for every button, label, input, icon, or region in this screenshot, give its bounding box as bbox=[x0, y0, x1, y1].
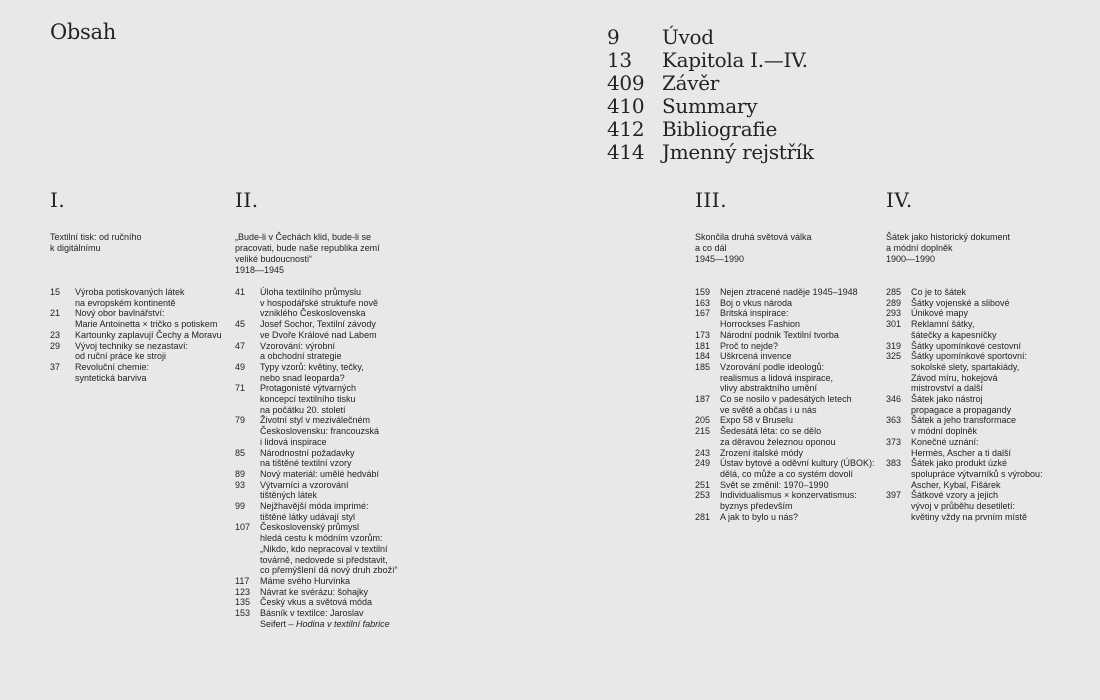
chapter-heading bbox=[235, 232, 395, 287]
entry-title-line: Návrat ke svérázu: šohajky bbox=[260, 586, 369, 597]
entry-title bbox=[75, 287, 240, 308]
toc-page-number: 412 bbox=[607, 117, 645, 141]
entry-page-number: 253 bbox=[695, 490, 711, 501]
entry-title-line: Revoluční chemie: bbox=[75, 361, 150, 372]
toc-entry[interactable] bbox=[235, 501, 425, 522]
chapter-numeral: IV. bbox=[886, 188, 913, 212]
entry-title bbox=[260, 383, 425, 415]
entry-title-line: Šedesátá léta: co se dělo bbox=[720, 426, 822, 437]
entry-title-line: Československý průmysl bbox=[260, 522, 360, 533]
entry-title bbox=[911, 490, 1076, 522]
entry-page-number: 45 bbox=[235, 319, 246, 330]
toc-entry[interactable] bbox=[695, 351, 885, 362]
entry-title bbox=[911, 341, 1076, 352]
toc-entry[interactable] bbox=[235, 480, 425, 501]
entry-title-line: tištěných látek bbox=[260, 490, 318, 501]
entry-page-number: 117 bbox=[235, 575, 250, 586]
entry-title-line: Kartounky zaplavují Čechy a Moravu bbox=[75, 329, 222, 340]
entry-title bbox=[260, 480, 425, 501]
entry-title-line: v hospodářské struktuře nově bbox=[260, 297, 379, 308]
entry-title-line: na počátku 20. století bbox=[260, 404, 346, 415]
entry-page-number: 363 bbox=[886, 415, 902, 426]
toc-title: Jmenný rejstřík bbox=[662, 140, 814, 164]
entry-title-line: Ascher, Kybal, Fišárek bbox=[911, 479, 1001, 490]
entry-title-line: realismus a lidová inspirace, bbox=[720, 372, 834, 383]
entry-title-line: Zrození italské módy bbox=[720, 447, 804, 458]
entry-title-line: Šátky upomínkové cestovní bbox=[911, 340, 1022, 351]
toc-entry[interactable] bbox=[235, 415, 425, 447]
toc-entry[interactable] bbox=[695, 362, 885, 394]
toc-entry[interactable] bbox=[695, 298, 885, 309]
entry-title bbox=[75, 362, 240, 383]
entry-title bbox=[260, 608, 425, 629]
entry-title bbox=[720, 480, 885, 491]
entry-page-number: 346 bbox=[886, 394, 902, 405]
toc-entry[interactable] bbox=[235, 448, 425, 469]
entry-title bbox=[911, 458, 1076, 490]
entry-page-number: 159 bbox=[695, 287, 711, 297]
entry-title-line: propagace a propagandy bbox=[911, 404, 1012, 415]
entry-title bbox=[720, 394, 885, 415]
entry-title-line: Šátky vojenské a slibové bbox=[911, 297, 1010, 308]
entry-title-line: Šátek a jeho transformace bbox=[911, 415, 1017, 426]
toc-entry[interactable] bbox=[695, 394, 885, 415]
entry-title-line: v módní doplněk bbox=[911, 426, 978, 437]
entry-title bbox=[260, 522, 425, 576]
toc-entry[interactable] bbox=[886, 298, 1076, 309]
chapter-heading bbox=[50, 232, 210, 287]
entry-page-number: 93 bbox=[235, 479, 246, 490]
toc-page-number: 414 bbox=[607, 140, 645, 164]
entry-title-line: Nejen ztracené naděje 1945–1948 bbox=[720, 287, 858, 297]
toc-title: Úvod bbox=[662, 25, 714, 49]
toc-page-number: 410 bbox=[607, 94, 645, 118]
toc-entry[interactable] bbox=[695, 480, 885, 491]
toc-entry[interactable] bbox=[695, 512, 885, 523]
chapter-entries bbox=[50, 287, 240, 383]
entry-title-line: Reklamní šátky, bbox=[911, 319, 975, 330]
entry-title bbox=[911, 287, 1076, 298]
entry-page-number: 181 bbox=[695, 340, 711, 351]
entry-title bbox=[75, 330, 240, 341]
entry-page-number: 29 bbox=[50, 340, 61, 351]
entry-title-line: Výtvarníci a vzorování bbox=[260, 479, 349, 490]
toc-row[interactable] bbox=[607, 72, 814, 95]
toc-entry[interactable] bbox=[695, 308, 885, 329]
entry-page-number: 249 bbox=[695, 458, 711, 469]
entry-title-line bbox=[260, 619, 425, 630]
entry-title-line: Český vkus a světová móda bbox=[260, 597, 373, 608]
entry-title-line: Československu: francouzská bbox=[260, 426, 380, 437]
entry-title-line: byznys především bbox=[720, 501, 793, 512]
entry-title-line: Šátek jako nástroj bbox=[911, 394, 983, 405]
chapter-heading-line: Šátek jako historický dokument bbox=[886, 232, 1011, 242]
entry-title-line: květiny vždy na prvním místě bbox=[911, 511, 1028, 522]
entry-page-number: 251 bbox=[695, 479, 711, 490]
toc-entry[interactable] bbox=[886, 351, 1076, 394]
entry-title-line: vlivy abstraktního umění bbox=[720, 383, 818, 394]
toc-entry[interactable] bbox=[695, 448, 885, 459]
toc-page-number: 409 bbox=[607, 71, 645, 95]
entry-page-number: 85 bbox=[235, 447, 246, 458]
entry-title bbox=[911, 437, 1076, 458]
entry-title-line: Uškrcená invence bbox=[720, 351, 792, 362]
entry-title-line: Horrockses Fashion bbox=[720, 319, 801, 330]
entry-title-line: i lidová inspirace bbox=[260, 436, 327, 447]
entry-page-number: 107 bbox=[235, 522, 251, 533]
entry-title-line: mistrovství a další bbox=[911, 383, 984, 394]
entry-title-line: ve světě a občas i u nás bbox=[720, 404, 817, 415]
entry-title bbox=[260, 587, 425, 598]
entry-title-line: tištěné látky udávají styl bbox=[260, 511, 356, 522]
toc-entry[interactable] bbox=[886, 341, 1076, 352]
entry-title bbox=[720, 490, 885, 511]
entry-title bbox=[720, 341, 885, 352]
entry-title bbox=[720, 426, 885, 447]
entry-page-number: 243 bbox=[695, 447, 711, 458]
entry-title-line: Proč to nejde? bbox=[720, 340, 779, 351]
entry-title bbox=[720, 330, 885, 341]
entry-page-number: 173 bbox=[695, 329, 711, 340]
entry-title-line: Národní podnik Textilní tvorba bbox=[720, 329, 839, 340]
chapter-heading-line: k digitálnímu bbox=[50, 243, 101, 253]
entry-page-number: 99 bbox=[235, 501, 246, 512]
entry-title bbox=[260, 341, 425, 362]
entry-title-line: Typy vzorů: květiny, tečky, bbox=[260, 361, 364, 372]
chapter-heading-line: 1900—1990 bbox=[886, 254, 936, 264]
entry-page-number: 153 bbox=[235, 608, 251, 619]
page-title: Obsah bbox=[50, 20, 116, 44]
entry-title bbox=[260, 576, 425, 587]
chapter-entries bbox=[695, 287, 885, 522]
entry-title-line: Boj o vkus národa bbox=[720, 297, 793, 308]
entry-title-line: vzniklého Československa bbox=[260, 308, 366, 319]
entry-title-line: za děravou železnou oponou bbox=[720, 436, 836, 447]
entry-page-number: 163 bbox=[695, 297, 711, 308]
entry-title bbox=[75, 308, 240, 329]
toc-row[interactable] bbox=[607, 141, 814, 164]
chapter-heading-line: Skončila druhá světová válka bbox=[695, 232, 812, 242]
entry-page-number: 89 bbox=[235, 468, 246, 479]
toc-entry[interactable] bbox=[886, 490, 1076, 522]
entry-title-line: hledá cestu k módním vzorům: bbox=[260, 533, 383, 544]
entry-title-line: Svět se změnil: 1970–1990 bbox=[720, 479, 829, 490]
entry-title bbox=[720, 362, 885, 394]
entry-title-line: Josef Sochor, Textilní závody bbox=[260, 319, 376, 330]
entry-title-line: Vývoj techniky se nezastaví: bbox=[75, 340, 189, 351]
entry-title bbox=[911, 298, 1076, 309]
entry-title-line: Protagonisté výtvarných bbox=[260, 383, 357, 394]
entry-title-line: Národnostní požadavky bbox=[260, 447, 355, 458]
entry-title-line: od ruční práce ke stroji bbox=[75, 351, 167, 362]
entry-title-line: a obchodní strategie bbox=[260, 351, 342, 362]
entry-title-line: nebo snad leoparda? bbox=[260, 372, 345, 383]
entry-title-line: Máme svého Hurvínka bbox=[260, 575, 351, 586]
entry-page-number: 373 bbox=[886, 436, 902, 447]
chapter-column-2 bbox=[235, 188, 425, 630]
entry-title bbox=[260, 287, 425, 319]
entry-page-number: 41 bbox=[235, 287, 246, 297]
entry-title bbox=[720, 308, 885, 329]
toc-entry[interactable] bbox=[886, 287, 1076, 298]
toc-title: Bibliografie bbox=[662, 117, 778, 141]
entry-title-line: Básník v textilce: Jaroslav bbox=[260, 608, 364, 619]
toc-entry[interactable] bbox=[695, 458, 885, 479]
entry-page-number: 281 bbox=[695, 511, 711, 522]
entry-page-number: 15 bbox=[50, 287, 61, 297]
entry-page-number: 215 bbox=[695, 426, 711, 437]
entry-title-line: co přemýšlení dá nový druh zboží“ bbox=[260, 565, 398, 576]
chapter-heading-line: 1945—1990 bbox=[695, 254, 745, 264]
entry-title-line: A jak to bylo u nás? bbox=[720, 511, 799, 522]
entry-title-line: ve Dvoře Králové nad Labem bbox=[260, 329, 377, 340]
entry-title bbox=[720, 448, 885, 459]
toc-entry[interactable] bbox=[235, 341, 425, 362]
entry-page-number: 285 bbox=[886, 287, 902, 297]
chapter-column-3 bbox=[695, 188, 885, 522]
toc-entry[interactable] bbox=[695, 490, 885, 511]
entry-page-number: 187 bbox=[695, 394, 711, 405]
entry-title-line: Nový obor bavlnářství: bbox=[75, 308, 165, 319]
entry-title bbox=[260, 469, 425, 480]
entry-title bbox=[720, 512, 885, 523]
entry-title-line: na tištěné textilní vzory bbox=[260, 458, 352, 469]
chapter-column-1 bbox=[50, 188, 240, 383]
toc-title: Kapitola I.—IV. bbox=[662, 48, 808, 72]
chapter-heading-line: a módní doplněk bbox=[886, 243, 953, 253]
toc-entry[interactable] bbox=[886, 415, 1076, 436]
toc-entry[interactable] bbox=[50, 341, 240, 362]
entry-page-number: 397 bbox=[886, 490, 902, 501]
chapter-heading-line: Textilní tisk: od ručního bbox=[50, 232, 142, 242]
toc-row[interactable] bbox=[607, 118, 814, 141]
entry-title bbox=[260, 597, 425, 608]
toc-entry[interactable] bbox=[886, 437, 1076, 458]
toc-title: Summary bbox=[662, 94, 758, 118]
entry-title bbox=[911, 415, 1076, 436]
entry-page-number: 184 bbox=[695, 351, 711, 362]
entry-page-number: 325 bbox=[886, 351, 902, 362]
entry-page-number: 205 bbox=[695, 415, 711, 426]
toc-entry[interactable] bbox=[235, 469, 425, 480]
toc-entry[interactable] bbox=[235, 383, 425, 415]
entry-title bbox=[260, 501, 425, 522]
entry-title-line: šátečky a kapesníčky bbox=[911, 329, 997, 340]
chapter-numeral: III. bbox=[695, 188, 728, 212]
chapter-entries bbox=[886, 287, 1076, 522]
entry-title-line: Co se nosilo v padesátých letech bbox=[720, 394, 852, 405]
toc-entry[interactable] bbox=[886, 458, 1076, 490]
chapter-entries bbox=[235, 287, 425, 630]
entry-title-line: Vzorování podle ideologů: bbox=[720, 361, 825, 372]
entry-page-number: 293 bbox=[886, 308, 902, 319]
chapter-column-4 bbox=[886, 188, 1076, 522]
entry-title bbox=[720, 415, 885, 426]
entry-page-number: 21 bbox=[50, 308, 61, 319]
entry-title-line: Šátek jako produkt úzké bbox=[911, 458, 1008, 469]
entry-title-line: Životní styl v meziválečném bbox=[260, 415, 371, 426]
chapter-numeral: I. bbox=[50, 188, 66, 212]
entry-title-line: „Nikdo, kdo nepracoval v textilní bbox=[260, 543, 388, 554]
entry-title bbox=[911, 319, 1076, 340]
entry-page-number: 383 bbox=[886, 458, 902, 469]
toc-entry[interactable] bbox=[235, 576, 425, 587]
toc-entry[interactable] bbox=[695, 287, 885, 298]
entry-page-number: 135 bbox=[235, 597, 251, 608]
toc-entry[interactable] bbox=[695, 330, 885, 341]
entry-title-line: syntetická barviva bbox=[75, 372, 147, 383]
entry-title-line: Marie Antoinetta × tričko s potiskem bbox=[75, 319, 218, 330]
entry-title-line: Únikové mapy bbox=[911, 308, 969, 319]
entry-page-number: 185 bbox=[695, 361, 711, 372]
entry-page-number: 23 bbox=[50, 329, 61, 340]
toc-entry[interactable] bbox=[695, 341, 885, 352]
toc-entry[interactable] bbox=[886, 308, 1076, 319]
entry-title-line: Konečné uznání: bbox=[911, 436, 979, 447]
toc-entry[interactable] bbox=[235, 287, 425, 319]
entry-title-line: koncepcí textilního tisku bbox=[260, 394, 356, 405]
entry-title-line: továrně, nedovede si představit, bbox=[260, 554, 388, 565]
toc-entry[interactable] bbox=[50, 362, 240, 383]
toc-entry[interactable] bbox=[235, 362, 425, 383]
entry-page-number: 37 bbox=[50, 361, 61, 372]
toc-entry[interactable] bbox=[50, 330, 240, 341]
entry-title bbox=[720, 298, 885, 309]
entry-title-line: Hermès, Ascher a ti další bbox=[911, 447, 1012, 458]
entry-title-line: Co je to šátek bbox=[911, 287, 967, 297]
entry-title bbox=[911, 394, 1076, 415]
entry-title-line: na evropském kontinentě bbox=[75, 297, 176, 308]
entry-page-number: 49 bbox=[235, 361, 246, 372]
toc-page-number: 9 bbox=[607, 25, 620, 49]
entry-title bbox=[720, 351, 885, 362]
entry-title-line: Nejžhavější móda imprimé: bbox=[260, 501, 369, 512]
entry-title-line: Ústav bytové a oděvní kultury (ÚBOK): bbox=[720, 458, 875, 469]
toc-entry[interactable] bbox=[235, 587, 425, 598]
entry-page-number: 319 bbox=[886, 340, 902, 351]
chapter-heading-line: 1918—1945 bbox=[235, 265, 285, 275]
toc-entry[interactable] bbox=[235, 522, 425, 576]
toc-entry[interactable] bbox=[50, 308, 240, 329]
entry-title bbox=[720, 458, 885, 479]
chapter-heading-line: „Bude-li v Čechách klid, bude-li se bbox=[235, 232, 372, 242]
toc-entry[interactable] bbox=[886, 394, 1076, 415]
chapter-heading-line: veliké budoucnosti“ bbox=[235, 254, 313, 264]
entry-page-number: 71 bbox=[235, 383, 246, 394]
entry-title-line: Individualismus × konzervatismus: bbox=[720, 490, 857, 501]
toc-entry[interactable] bbox=[50, 287, 240, 308]
chapter-heading-line: a co dál bbox=[695, 243, 727, 253]
entry-title bbox=[260, 448, 425, 469]
entry-title-line: sokolské slety, spartakiády, bbox=[911, 361, 1020, 372]
entry-title bbox=[720, 287, 885, 298]
toc-row[interactable] bbox=[607, 49, 814, 72]
entry-title bbox=[75, 341, 240, 362]
toc-entry[interactable] bbox=[886, 319, 1076, 340]
entry-title-line: Závod míru, hokejová bbox=[911, 372, 998, 383]
toc-entry[interactable] bbox=[235, 597, 425, 608]
toc-entry[interactable] bbox=[695, 426, 885, 447]
entry-title bbox=[911, 351, 1076, 394]
entry-title-line: Nový materiál: umělé hedvábí bbox=[260, 468, 380, 479]
toc-entry[interactable] bbox=[695, 415, 885, 426]
entry-title-italic: Hodina v textilní fabrice bbox=[296, 618, 390, 629]
entry-title-line: vývoj v průběhu desetiletí: bbox=[911, 501, 1016, 512]
toc-row[interactable] bbox=[607, 26, 814, 49]
toc-entry[interactable] bbox=[235, 608, 425, 629]
entry-title-line: Šátkové vzory a jejich bbox=[911, 490, 999, 501]
toc-title: Závěr bbox=[662, 71, 720, 95]
entry-title-line: dělá, co může a co systém dovolí bbox=[720, 468, 854, 479]
entry-title bbox=[260, 415, 425, 447]
entry-page-number: 47 bbox=[235, 340, 246, 351]
chapter-numeral: II. bbox=[235, 188, 259, 212]
entry-title-line: Úloha textilního průmyslu bbox=[260, 287, 362, 297]
entry-title-line: spolupráce výtvarníků s výrobou: bbox=[911, 468, 1043, 479]
entry-title bbox=[911, 308, 1076, 319]
entry-title bbox=[260, 319, 425, 340]
chapter-heading bbox=[886, 232, 1046, 287]
entry-page-number: 301 bbox=[886, 319, 902, 330]
toc-page-number: 13 bbox=[607, 48, 632, 72]
entry-title-line: Šátky upomínkové sportovní: bbox=[911, 351, 1028, 362]
entry-title-line: Expo 58 v Bruselu bbox=[720, 415, 794, 426]
chapter-heading bbox=[695, 232, 855, 287]
entry-page-number: 123 bbox=[235, 586, 251, 597]
entry-title bbox=[260, 362, 425, 383]
entry-page-number: 79 bbox=[235, 415, 246, 426]
entry-title-line: Vzorování: výrobní bbox=[260, 340, 336, 351]
toc-entry[interactable] bbox=[235, 319, 425, 340]
entry-page-number: 167 bbox=[695, 308, 711, 319]
entry-title-line: Výroba potiskovaných látek bbox=[75, 287, 185, 297]
main-toc bbox=[607, 26, 814, 164]
toc-row[interactable] bbox=[607, 95, 814, 118]
entry-title-line: Britská inspirace: bbox=[720, 308, 789, 319]
entry-page-number: 289 bbox=[886, 297, 902, 308]
entry-title-text: Seifert – bbox=[260, 618, 297, 629]
chapter-heading-line: pracovati, bude naše republika zemí bbox=[235, 243, 380, 253]
